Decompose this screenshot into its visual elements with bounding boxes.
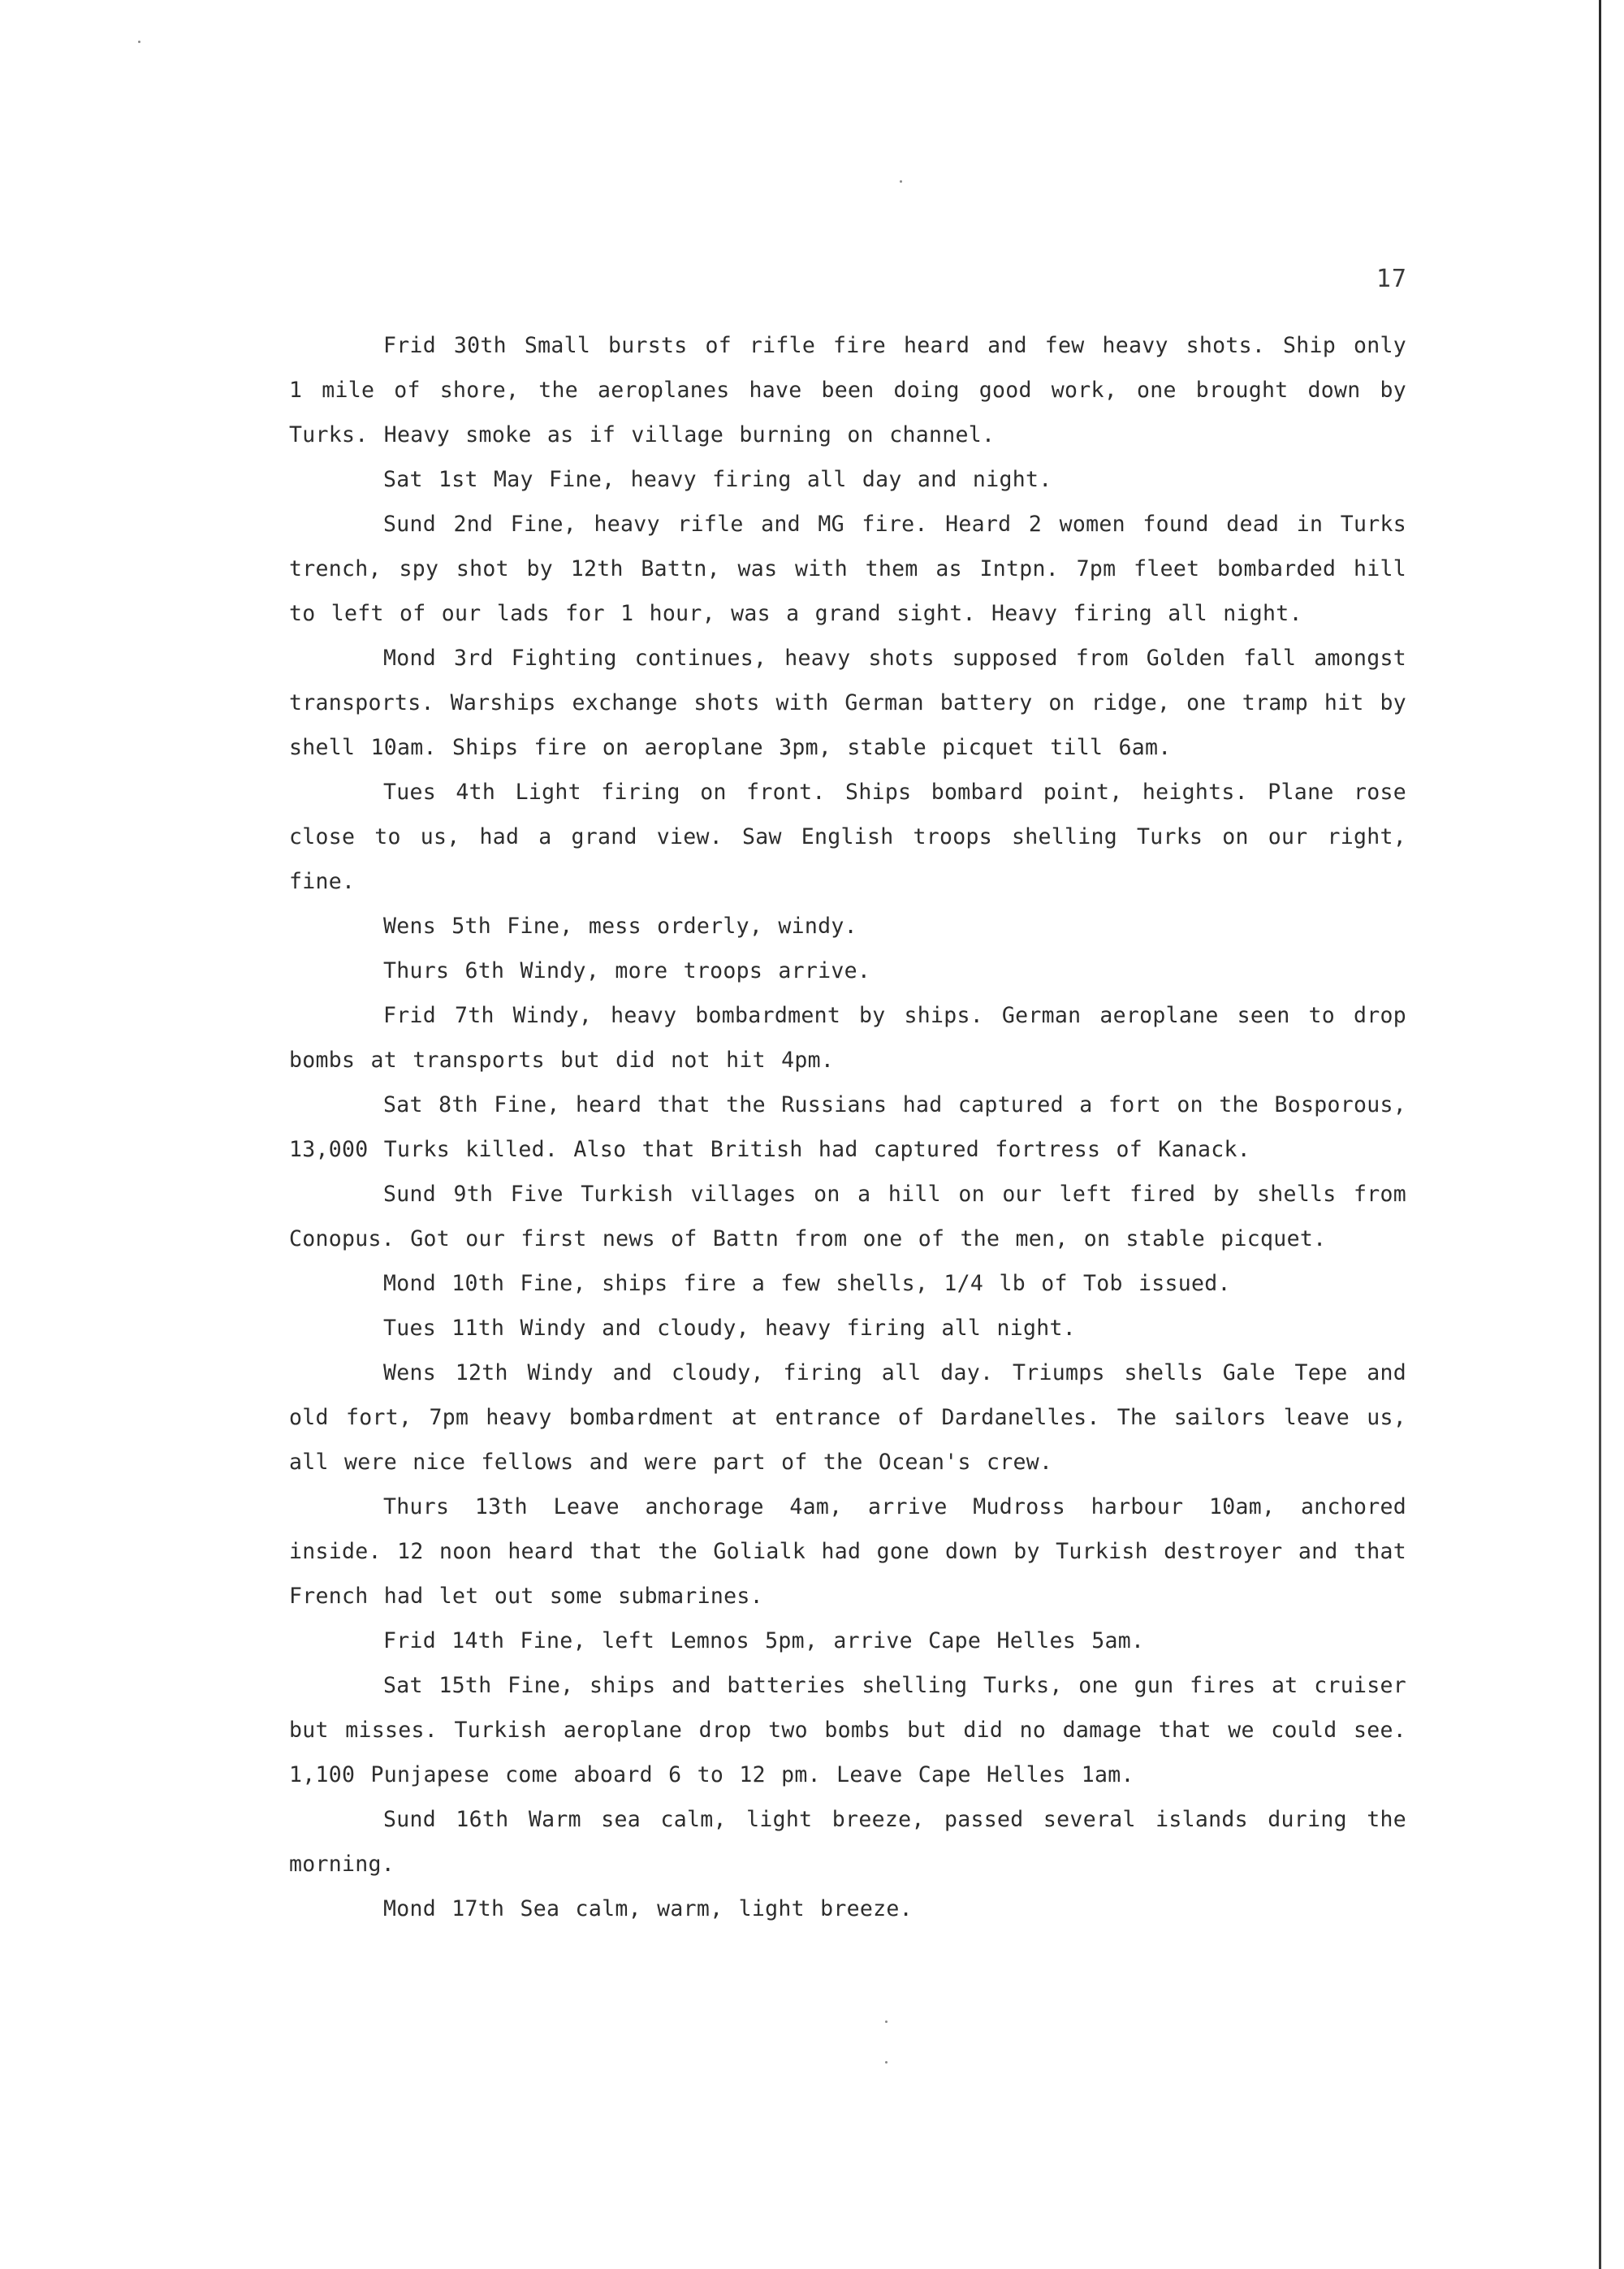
diary-entry: Sund 9th Five Turkish villages on a hill on our left fired by shells from Conopus. Got our first news of Battn from one of the men, on stable picquet. — [289, 1182, 1406, 1251]
scan-speck — [138, 41, 140, 43]
diary-entry: Sat 1st May Fine, heavy firing all day and night. — [383, 467, 1052, 492]
diary-entry: Wens 5th Fine, mess orderly, windy. — [383, 914, 857, 939]
diary-entry: Sat 15th Fine, ships and batteries shelling Turks, one gun fires at cruiser but misses. Turkish aeroplane drop two bombs but did no damage that we could see. 1,100 Punjapese come aboard 6 to 12 pm. Leave Cape Helles 1am. — [289, 1673, 1406, 1787]
diary-entry: Mond 10th Fine, ships fire a few shells, 1/4 lb of Tob issued. — [383, 1271, 1231, 1296]
diary-entry: Mond 3rd Fighting continues, heavy shots supposed from Golden fall amongst transports. Warships exchange shots with German battery on ridge, one tramp hit by shell 10am. Ships fire on aeroplane 3pm, stable picquet till 6am. — [289, 646, 1406, 760]
diary-entry: Frid 7th Windy, heavy bombardment by ships. German aeroplane seen to drop bombs at transports but did not hit 4pm. — [289, 1003, 1406, 1073]
diary-entry: Sat 8th Fine, heard that the Russians had captured a fort on the Bosporous, 13,000 Turks killed. Also that British had captured fortress of Kanack. — [289, 1092, 1406, 1162]
diary-entry: Thurs 13th Leave anchorage 4am, arrive Mudross harbour 10am, anchored inside. 12 noon heard that the Golialk had gone down by Turkish destroyer and that French had let out some submarines. — [289, 1494, 1406, 1609]
diary-entry: Frid 14th Fine, left Lemnos 5pm, arrive Cape Helles 5am. — [383, 1628, 1145, 1653]
scan-speck — [885, 2061, 888, 2064]
diary-entry: Sund 2nd Fine, heavy rifle and MG fire. Heard 2 women found dead in Turks trench, spy shot by 12th Battn, was with them as Intpn. 7pm fleet bombarded hill to left of our lads for 1 hour, was a grand sight. Heavy firing all night. — [289, 512, 1406, 626]
page-number: 17 — [1376, 265, 1407, 293]
diary-body — [289, 323, 1406, 1931]
diary-entry: Frid 30th Small bursts of rifle fire heard and few heavy shots. Ship only 1 mile of shore, the aeroplanes have been doing good work, one brought down by Turks. Heavy smoke as if village burning on channel. — [289, 333, 1406, 447]
diary-entry: Wens 12th Windy and cloudy, firing all day. Triumps shells Gale Tepe and old fort, 7pm heavy bombardment at entrance of Dardanelles. The sailors leave us, all were nice fellows and were part of the Ocean's crew. — [289, 1360, 1406, 1475]
diary-entry: Tues 4th Light firing on front. Ships bombard point, heights. Plane rose close to us, had a grand view. Saw English troops shelling Turks on our right, fine. — [289, 780, 1406, 894]
diary-entry: Tues 11th Windy and cloudy, heavy firing all night. — [383, 1316, 1076, 1341]
diary-entry: Mond 17th Sea calm, warm, light breeze. — [383, 1896, 913, 1921]
scan-speck — [885, 2020, 888, 2023]
page-edge-shadow — [1599, 0, 1601, 2269]
scan-speck — [900, 180, 902, 183]
diary-entry: Thurs 6th Windy, more troops arrive. — [383, 958, 871, 983]
diary-entry: Sund 16th Warm sea calm, light breeze, passed several islands during the morning. — [289, 1807, 1406, 1877]
